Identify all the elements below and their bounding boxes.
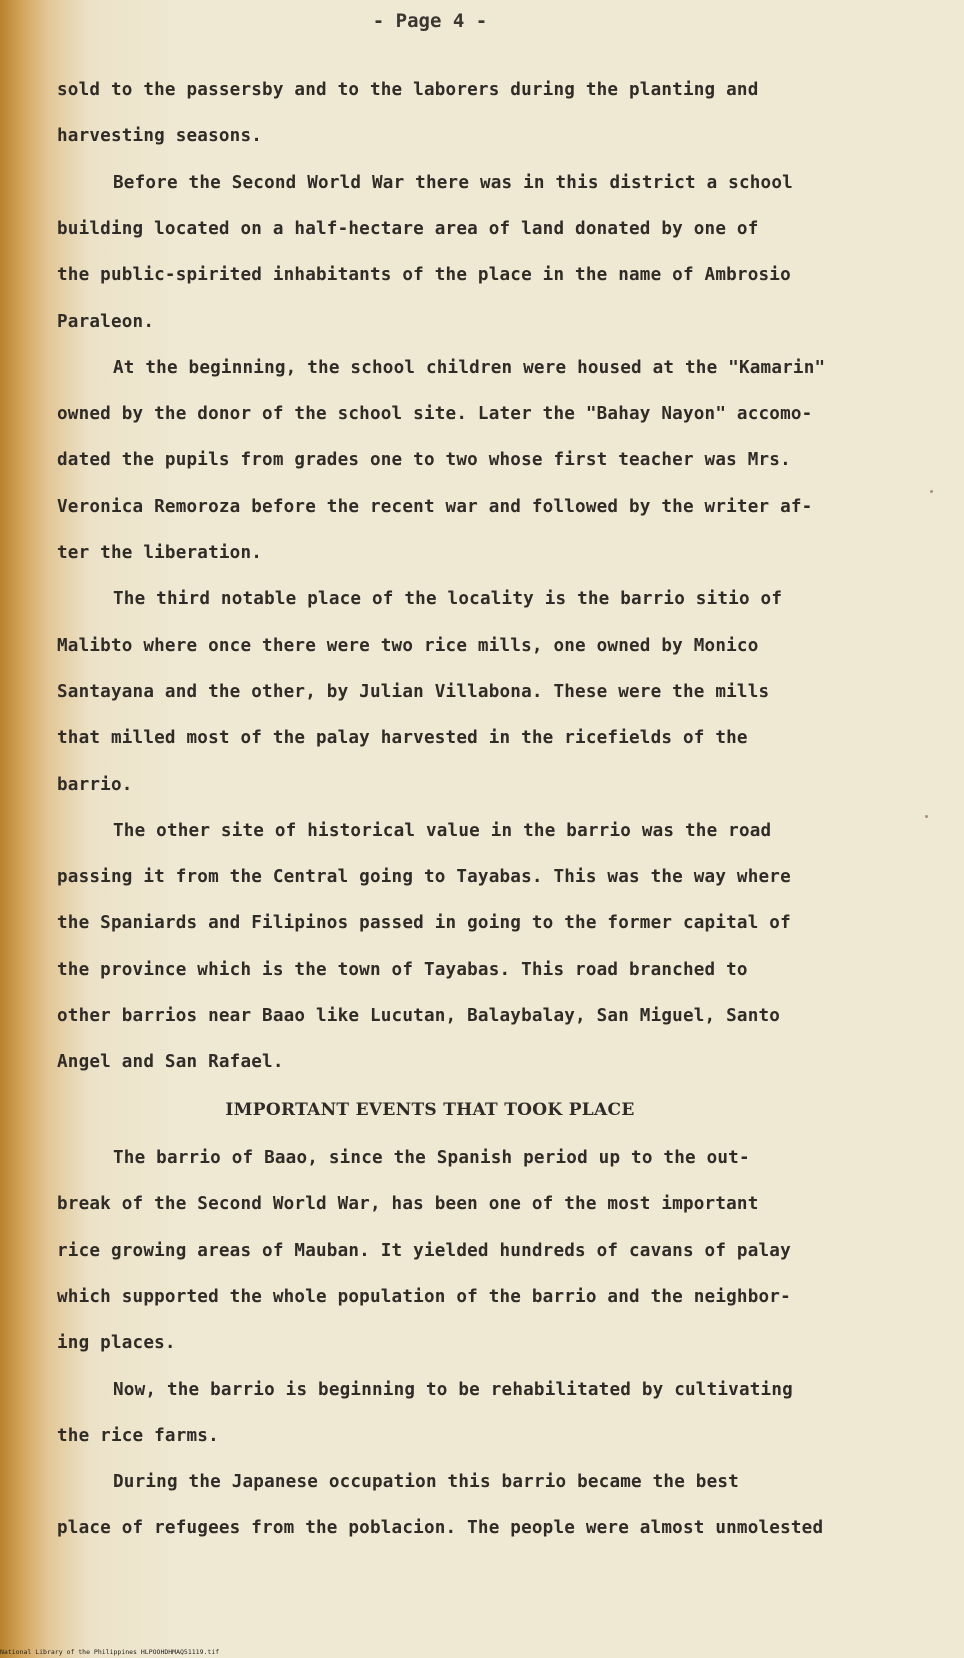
text-line: The third notable place of the locality is the barrio sitio of <box>113 589 783 610</box>
text-line: barrio. <box>57 774 133 795</box>
text-line: The other site of historical value in the barrio was the road <box>113 820 772 841</box>
text-line: sold to the passersby and to the laborers during the planting and <box>57 80 759 100</box>
text-line: passing it from the Central going to Tayabas. This was the way where <box>57 867 791 888</box>
text-line: building located on a half-hectare area of land donated by one of <box>57 218 759 239</box>
speck <box>930 490 933 493</box>
text-line: break of the Second World War, has been one of the most important <box>57 1194 759 1215</box>
text-line: Angel and San Rafael. <box>57 1052 284 1073</box>
section-heading: IMPORTANT EVENTS THAT TOOK PLACE <box>225 1100 635 1120</box>
text-line: Santayana and the other, by Julian Villabona. These were the mills <box>57 681 770 702</box>
text-line: the province which is the town of Tayabas. This road branched to <box>57 959 748 980</box>
text-line: other barrios near Baao like Lucutan, Balaybalay, San Miguel, Santo <box>57 1006 781 1026</box>
text-line: the Spaniards and Filipinos passed in going to the former capital of <box>57 913 791 934</box>
text-line: dated the pupils from grades one to two whose first teacher was Mrs. <box>57 450 791 471</box>
text-line: which supported the whole population of the barrio and the neighbor- <box>57 1286 791 1307</box>
text-line: Malibto where once there were two rice mills, one owned by Monico <box>57 635 759 656</box>
text-line: During the Japanese occupation this barrio became the best <box>113 1472 739 1493</box>
text-line: rice growing areas of Mauban. It yielded hundreds of cavans of palay <box>57 1240 791 1261</box>
text-line: Veronica Remoroza before the recent war and followed by the writer af- <box>57 496 813 517</box>
text-line: the rice farms. <box>57 1425 219 1446</box>
text-line: that milled most of the palay harvested in the ricefields of the <box>57 728 748 749</box>
text-line: ing places. <box>57 1333 176 1354</box>
text-line: The barrio of Baao, since the Spanish period up to the out- <box>113 1148 750 1168</box>
text-line: Before the Second World War there was in this district a school <box>113 172 793 193</box>
text-line: Now, the barrio is beginning to be rehabilitated by cultivating <box>113 1379 793 1400</box>
scan-footer: National Library of the Philippines HLPOOHDHMAQ51119.tif <box>0 1648 220 1656</box>
text-line: ter the liberation. <box>57 543 263 563</box>
speck <box>925 815 928 818</box>
text-line: harvesting seasons. <box>57 126 263 147</box>
text-line: Paraleon. <box>57 311 155 332</box>
text-line: the public-spirited inhabitants of the place in the name of Ambrosio <box>57 265 791 286</box>
text-line: place of refugees from the poblacion. The people were almost unmolested <box>57 1518 824 1539</box>
page-number: - Page 4 - <box>372 10 488 32</box>
text-line: owned by the donor of the school site. Later the "Bahay Nayon" accomo- <box>57 404 813 425</box>
text-line: At the beginning, the school children were housed at the "Kamarin" <box>113 357 826 378</box>
